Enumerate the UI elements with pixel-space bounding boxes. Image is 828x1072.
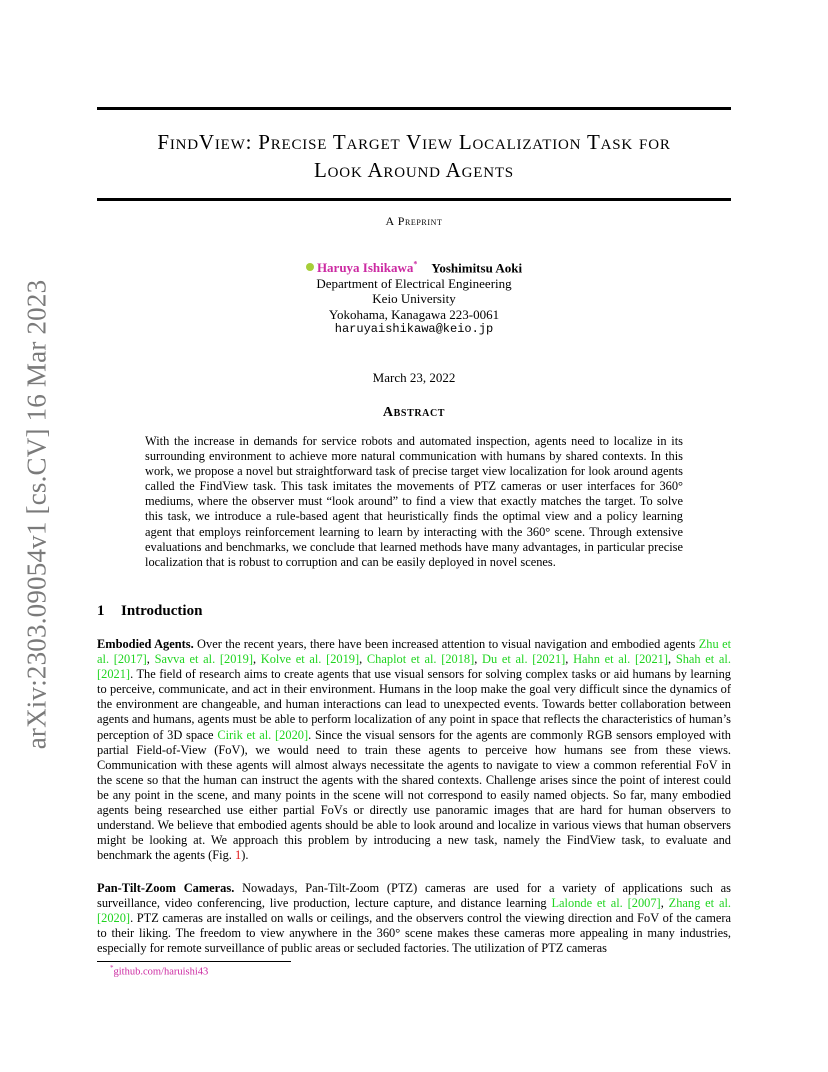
author-names — [97, 257, 731, 276]
paper-title: FindView: Precise Target View Localization Task for Look Around Agents — [157, 130, 671, 182]
abstract-text: With the increase in demands for service robots and automated inspection, agents need to localize in its surrounding environment to achieve more natural communication with humans by shared contexts. In this work, we propose a novel but straightforward task of precise target view localization for look around agents called the FindView task. This task imitates the movements of PTZ cameras or user interfaces for 360° mediums, where the observer must “look around” to find a view that exactly matches the target. To solve this task, we introduce a rule-based agent that heuristically finds the optimal view and a policy learning agent that employs reinforcement learning to learn by interacting with the 360° scene. Through extensive evaluations and benchmarks, we conclude that learned methods have many advantages, in particular precise localization that is robust to corruption and can be easily deployed in novel scenes. — [145, 434, 683, 569]
author-block — [97, 257, 731, 338]
footnote[interactable]: *github.com/haruishi43 — [110, 964, 209, 978]
paragraph-lead: Pan-Tilt-Zoom Cameras. — [97, 881, 235, 895]
section-heading-introduction: 1 Introduction — [97, 603, 203, 619]
citation-link[interactable]: Hahn et al. [2021] — [573, 652, 669, 667]
orcid-icon[interactable] — [306, 263, 314, 271]
arxiv-identifier: arXiv:2303.09054v1 [cs.CV] 16 Mar 2023 — [21, 279, 52, 749]
footnote-rule — [97, 961, 291, 962]
citation-link[interactable]: Chaplot et al. [2018] — [366, 652, 475, 667]
footnote-link[interactable]: github.com/haruishi43 — [113, 966, 209, 978]
citation-link[interactable]: Lalonde et al. [2007] — [551, 896, 661, 911]
abstract-heading: Abstract — [382, 405, 446, 420]
figure-ref-link[interactable]: 1 — [234, 848, 242, 863]
paper-date: March 23, 2022 — [372, 370, 456, 385]
citation-link[interactable]: Savva et al. [2019] — [154, 652, 253, 667]
citation-link[interactable]: Zhang et al. [2020] — [97, 896, 731, 926]
title-rule-bottom — [97, 198, 731, 201]
author-address: Yokohama, Kanagawa 223-0061 — [328, 306, 500, 322]
paragraph-embodied-agents: Embodied Agents. Over the recent years, there have been increased attention to visual navigation and embodied agents Zhu et al. [2017], Savva et al. [2019], Kolve et al. [2019], Chaplot et al. [2018], Du et al. [2021], Hahn et al. [2021], Shah et al. [2021]. The field of research aims to create agents that use visual sensors for solving complex tasks or aid humans by learning to perceive, communicate, and act in their environment. Humans in the loop make the goal very difficult since the dynamics of the environment are changeable, and human interactions can lead to unexpected events. Towards better collaboration between agents and humans, agents must be able to perform localization of any point in space that reflects the characteristics of human’s perception of 3D space Cirik et al. [2020]. Since the visual sensors for the agents are commonly RGB sensors employed with partial Field-of-View (FoV), we would need to train these agents to perceive how humans see from these views. Communication with these agents will almost always necessitate the agents to navigate to view a common referential FoV in the scene so that the human can instruct the agents with the shared contexts. Challenge arises since the point of interest could be any point in the scene, and many points in the scene will not correspond to easily named objects. So far, many embodied agents being researched use either partial FoVs or directly use panoramic images that are hard for human observers to understand. We believe that embodied agents should be able to look around and localize in various views that human observers might be looking at. We approach this problem by introducing a new task, namely the FindView task, to evaluate and benchmark the agents (Fig. 1). — [97, 637, 732, 863]
author-aoki: Yoshimitsu Aoki — [431, 260, 523, 276]
author-university: Keio University — [372, 291, 456, 307]
citation-link[interactable]: Shah et al. [2021] — [97, 652, 731, 682]
preprint-label: A Preprint — [385, 214, 443, 228]
author-email[interactable]: haruyaishikawa@keio.jp — [334, 322, 494, 337]
author-department: Department of Electrical Engineering — [316, 275, 512, 291]
paragraph-lead: Embodied Agents. — [97, 637, 194, 651]
citation-link[interactable]: Cirik et al. [2020] — [217, 727, 309, 742]
paragraph-ptz-cameras: Pan-Tilt-Zoom Cameras. Nowadays, Pan-Tilt-Zoom (PTZ) cameras are used for a variety of applications such as surveillance, video conferencing, live production, lecture capture, and distance learning Lalonde et al. [2007], Zhang et al. [2020]. PTZ cameras are installed on walls or ceilings, and the observers control the viewing direction and FoV of the camera to their liking. The freedom to view anywhere in the 360° scene makes these cameras more appealing in many industries, especially for remote surveillance of public areas or secluded factories. The utilization of PTZ cameras — [97, 881, 731, 956]
title-rule-top — [97, 107, 731, 110]
citation-link[interactable]: Du et al. [2021] — [482, 652, 566, 667]
citation-link[interactable]: Kolve et al. [2019] — [260, 652, 360, 667]
author-link-ishikawa[interactable]: Haruya Ishikawa* — [316, 260, 418, 276]
citation-link[interactable]: Zhu et al. [2017] — [97, 637, 732, 667]
